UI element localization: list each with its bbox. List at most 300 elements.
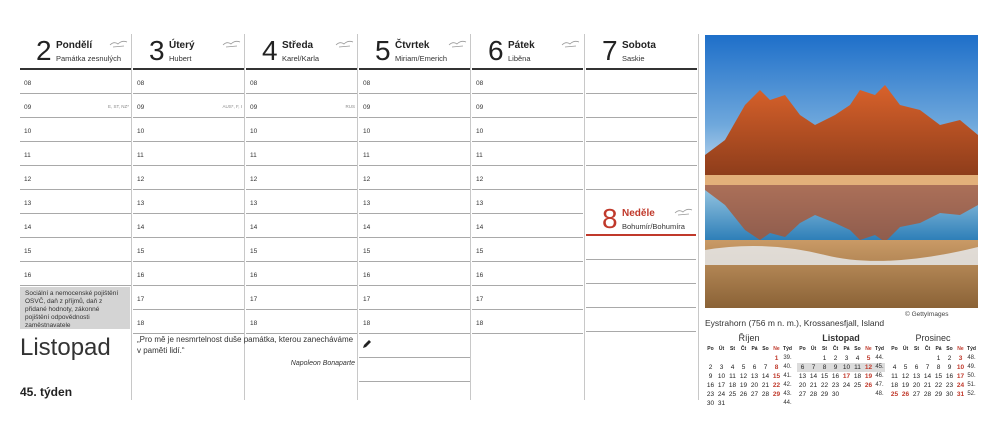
hour-slot[interactable]: 12 xyxy=(20,166,131,190)
column-divider xyxy=(357,34,358,400)
calendar-day: 12 xyxy=(864,364,873,371)
name-day: Karel/Karla xyxy=(282,54,320,63)
calendar-day: 5 xyxy=(866,355,871,362)
week-number: 39. xyxy=(783,355,792,361)
name-day: Bohumír/Bohumíra xyxy=(622,222,685,231)
day-number: 6 xyxy=(488,35,504,66)
day-header xyxy=(359,34,470,70)
hour-slot[interactable]: 16 xyxy=(359,262,470,286)
weekday-header: So xyxy=(946,346,953,352)
calendar-day: 4 xyxy=(730,364,735,371)
calendar-day xyxy=(716,354,727,363)
weekday-header: Út xyxy=(902,346,909,352)
mini-calendar-week-row xyxy=(889,390,977,399)
bird-icon xyxy=(222,39,242,49)
weekday-header: St xyxy=(730,346,735,352)
calendar-day: 16 xyxy=(831,373,840,380)
notes-line[interactable] xyxy=(359,334,470,358)
quote-text: „Pro mě je nesmrtelnost duše památka, kterou zanecháváme v paměti lidí.“ xyxy=(137,335,354,355)
hour-slot[interactable]: 13 xyxy=(246,190,357,214)
calendar-day: 6 xyxy=(752,364,757,371)
calendar-day xyxy=(797,354,808,363)
calendar-day: 31 xyxy=(956,391,965,398)
weekday-header: Týd xyxy=(783,346,792,352)
calendar-day: 14 xyxy=(761,373,770,380)
photo-credit: © GettyImages xyxy=(905,311,949,318)
hour-slot[interactable]: 15 xyxy=(472,238,583,262)
calendar-day xyxy=(771,399,782,408)
hour-slot[interactable]: 12 xyxy=(246,166,357,190)
hour-slot[interactable] xyxy=(586,260,696,284)
calendar-day: 11 xyxy=(891,373,898,380)
hour-slot[interactable]: 15 xyxy=(133,238,244,262)
calendar-day: 13 xyxy=(912,373,921,380)
calendar-day: 28 xyxy=(809,391,818,398)
week-number: 49. xyxy=(967,364,976,370)
calendar-day: 22 xyxy=(820,382,829,389)
hour-slot[interactable]: 16 xyxy=(133,262,244,286)
day-column-saturday xyxy=(586,34,697,190)
calendar-day: 9 xyxy=(833,364,838,371)
mini-calendar-week-row xyxy=(889,372,977,381)
hour-slot[interactable]: 08 xyxy=(20,70,131,94)
hour-slot[interactable]: 08 xyxy=(472,70,583,94)
calendar-day: 27 xyxy=(912,391,921,398)
day-header xyxy=(20,34,131,70)
calendar-day: 25 xyxy=(853,382,862,389)
calendar-day: 11 xyxy=(729,373,736,380)
holiday-note: RUS xyxy=(345,104,355,109)
column-divider xyxy=(131,34,132,400)
hour-slot[interactable]: 10 xyxy=(20,118,131,142)
hour-slot[interactable]: 17 xyxy=(246,286,357,310)
hour-slot[interactable]: 11 xyxy=(359,142,470,166)
mini-calendar-title: Listopad xyxy=(822,333,860,343)
mini-calendar-october xyxy=(705,333,793,408)
calendar-day xyxy=(749,354,760,363)
week-number: 45. xyxy=(875,364,884,370)
calendar-day: 15 xyxy=(934,373,943,380)
hour-slot[interactable]: 17 xyxy=(133,286,244,310)
hour-slot[interactable] xyxy=(586,236,696,260)
calendar-day: 2 xyxy=(833,355,838,362)
calendar-day: 25 xyxy=(728,391,737,398)
mini-calendar-week-row xyxy=(705,354,793,363)
name-day: Hubert xyxy=(169,54,192,63)
weekday-header: Čt xyxy=(924,346,931,352)
hour-slot[interactable] xyxy=(586,70,697,94)
hour-slot[interactable]: 17 xyxy=(359,286,470,310)
mini-calendar-title: Prosinec xyxy=(915,333,951,343)
calendar-day: 22 xyxy=(772,382,781,389)
day-number: 3 xyxy=(149,35,165,66)
calendar-day: 19 xyxy=(739,382,748,389)
weekday-header: Út xyxy=(718,346,725,352)
calendar-day: 18 xyxy=(728,382,737,389)
calendar-day xyxy=(727,399,738,408)
hour-slot[interactable]: 14 xyxy=(246,214,357,238)
day-name: Středa xyxy=(282,40,314,51)
calendar-day xyxy=(738,354,749,363)
hour-slot[interactable]: 09 xyxy=(359,94,470,118)
weekday-header: Pá xyxy=(843,346,850,352)
calendar-day: 27 xyxy=(750,391,759,398)
day-header xyxy=(133,34,244,70)
hour-slot[interactable]: 14 xyxy=(20,214,131,238)
column-divider xyxy=(698,34,699,400)
calendar-day: 1 xyxy=(822,355,827,362)
hour-slot[interactable]: 12 xyxy=(133,166,244,190)
day-column-thursday xyxy=(359,34,470,382)
day-number: 2 xyxy=(36,35,52,66)
week-number: 42. xyxy=(783,382,792,388)
hour-slot[interactable]: 08 xyxy=(246,70,357,94)
calendar-day xyxy=(900,354,911,363)
hour-slot[interactable]: 15 xyxy=(246,238,357,262)
weekday-header: Ne xyxy=(957,346,964,352)
hour-slot[interactable]: 09 AUS*, F, I xyxy=(133,94,244,118)
day-header xyxy=(472,34,583,70)
calendar-day: 10 xyxy=(717,373,726,380)
calendar-day: 7 xyxy=(763,364,768,371)
hour-slot[interactable] xyxy=(586,166,697,190)
hour-slot[interactable]: 13 xyxy=(472,190,583,214)
hour-slot[interactable] xyxy=(586,142,697,166)
holiday-note: E, ST, NZ* xyxy=(107,104,129,109)
calendar-day: 17 xyxy=(956,373,965,380)
calendar-day: 11 xyxy=(854,364,861,371)
calendar-day: 24 xyxy=(842,382,851,389)
hour-slot[interactable]: 11 xyxy=(472,142,583,166)
bird-icon xyxy=(448,39,468,49)
calendar-day: 20 xyxy=(750,382,759,389)
mini-calendar-header-row xyxy=(797,345,885,354)
weekday-header: So xyxy=(854,346,861,352)
week-number: 48. xyxy=(967,355,976,361)
calendar-day: 30 xyxy=(831,391,840,398)
calendar-day: 15 xyxy=(772,373,781,380)
day-name: Úterý xyxy=(169,40,195,51)
calendar-day: 8 xyxy=(822,364,827,371)
day-name: Pondělí xyxy=(56,40,93,51)
calendar-day: 21 xyxy=(923,382,932,389)
day-number: 5 xyxy=(375,35,391,66)
calendar-day xyxy=(760,354,771,363)
calendar-day xyxy=(738,399,749,408)
calendar-day xyxy=(749,399,760,408)
calendar-day: 20 xyxy=(912,382,921,389)
calendar-day: 24 xyxy=(717,391,726,398)
mountain-lake-image xyxy=(705,35,978,308)
calendar-day: 19 xyxy=(901,382,910,389)
weekday-header: Ne xyxy=(865,346,872,352)
calendar-day: 7 xyxy=(811,364,816,371)
mini-calendar-week-row xyxy=(705,363,793,372)
hour-slot[interactable]: 08 xyxy=(359,70,470,94)
hour-slot[interactable]: 18 xyxy=(133,310,244,334)
calendar-day xyxy=(705,354,716,363)
calendar-day: 10 xyxy=(842,364,851,371)
day-number: 4 xyxy=(262,35,278,66)
weekday-header: Týd xyxy=(875,346,884,352)
calendar-day: 23 xyxy=(706,391,715,398)
calendar-day: 19 xyxy=(864,373,873,380)
weekday-header: St xyxy=(914,346,919,352)
calendar-day: 12 xyxy=(901,373,910,380)
week-number: 52. xyxy=(967,391,976,397)
calendar-day: 27 xyxy=(798,391,807,398)
calendar-day xyxy=(922,354,933,363)
day-header xyxy=(586,34,697,70)
calendar-day: 20 xyxy=(798,382,807,389)
weekday-header: St xyxy=(822,346,827,352)
hour-slot[interactable]: 14 xyxy=(472,214,583,238)
calendar-day: 21 xyxy=(809,382,818,389)
mini-calendar-week-row xyxy=(797,381,885,390)
calendar-day: 16 xyxy=(945,373,954,380)
photo-caption: Eystrahorn (756 m n. m.), Krossanesfjall, Island xyxy=(705,318,885,328)
calendar-day: 26 xyxy=(864,382,873,389)
weekday-header: Po xyxy=(799,346,806,352)
tax-note-box: Sociální a nemocenské pojištění OSVČ, daň z příjmů, daň z přidané hodnoty, zákonné pojištění odpovědnosti zaměstnavatele xyxy=(20,287,130,329)
calendar-day xyxy=(760,399,771,408)
calendar-day xyxy=(852,390,863,399)
column-divider xyxy=(470,34,471,400)
calendar-day: 29 xyxy=(820,391,829,398)
weekday-header: So xyxy=(762,346,769,352)
week-number: 43. xyxy=(783,391,792,397)
calendar-day: 21 xyxy=(761,382,770,389)
week-label: 45. týden xyxy=(20,385,73,399)
week-number: 48. xyxy=(875,391,884,397)
hour-slot[interactable]: 09 E, ST, NZ* xyxy=(20,94,131,118)
quote-author: Napoleon Bonaparte xyxy=(290,360,355,367)
mini-calendar-november xyxy=(797,333,885,399)
calendar-day: 17 xyxy=(717,382,726,389)
day-column-wednesday xyxy=(246,34,357,334)
hour-slot[interactable]: 14 xyxy=(359,214,470,238)
hour-slot[interactable]: 13 xyxy=(133,190,244,214)
hour-slot[interactable]: 18 xyxy=(472,310,583,334)
mini-calendar-week-row xyxy=(889,354,977,363)
month-title: Listopad xyxy=(20,334,111,361)
calendar-day: 29 xyxy=(934,391,943,398)
week-number: 44. xyxy=(783,400,792,406)
week-number: 50. xyxy=(967,373,976,379)
weekday-header: Po xyxy=(707,346,714,352)
hour-slot[interactable]: 16 xyxy=(246,262,357,286)
calendar-day: 9 xyxy=(708,373,713,380)
calendar-day: 7 xyxy=(925,364,930,371)
mini-calendar-header-row xyxy=(705,345,793,354)
weekday-header: Čt xyxy=(832,346,839,352)
mini-calendar-week-row xyxy=(889,363,977,372)
hour-slot[interactable]: 15 xyxy=(359,238,470,262)
calendar-day: 14 xyxy=(923,373,932,380)
mini-calendar-header-row xyxy=(889,345,977,354)
name-day: Miriam/Emerich xyxy=(395,54,448,63)
name-day: Památka zesnulých xyxy=(56,54,122,63)
hour-slot[interactable]: 13 xyxy=(20,190,131,214)
mini-calendar-week-row xyxy=(705,399,793,408)
calendar-day: 29 xyxy=(772,391,781,398)
calendar-day: 16 xyxy=(706,382,715,389)
bird-icon xyxy=(335,39,355,49)
calendar-day: 4 xyxy=(855,355,860,362)
weekday-header: Týd xyxy=(967,346,976,352)
weekday-header: Út xyxy=(810,346,817,352)
calendar-day: 6 xyxy=(800,364,805,371)
hour-slot[interactable]: 16 xyxy=(472,262,583,286)
week-number: 51. xyxy=(967,382,976,388)
calendar-day: 23 xyxy=(945,382,954,389)
calendar-day: 24 xyxy=(956,382,965,389)
day-column-tuesday xyxy=(133,34,244,334)
hour-slot[interactable] xyxy=(586,284,696,308)
calendar-day: 28 xyxy=(923,391,932,398)
holiday-note: AUS*, F, I xyxy=(222,104,242,109)
calendar-day: 18 xyxy=(890,382,899,389)
hour-slot[interactable] xyxy=(586,118,697,142)
sunday-header xyxy=(586,202,696,236)
hour-slot[interactable]: 11 xyxy=(246,142,357,166)
week-number: 46. xyxy=(875,373,884,379)
calendar-day: 3 xyxy=(958,355,963,362)
calendar-day: 3 xyxy=(719,364,724,371)
hour-slot[interactable]: 17 xyxy=(472,286,583,310)
calendar-day: 18 xyxy=(853,373,862,380)
calendar-day: 26 xyxy=(739,391,748,398)
calendar-day: 30 xyxy=(706,400,715,407)
day-number: 7 xyxy=(602,35,618,66)
name-day: Saskie xyxy=(622,54,645,63)
day-name: Sobota xyxy=(622,40,656,51)
bird-icon xyxy=(109,39,129,49)
calendar-day: 22 xyxy=(934,382,943,389)
hour-slot[interactable]: 11 xyxy=(133,142,244,166)
weekday-header: Pá xyxy=(935,346,942,352)
landscape-photo xyxy=(705,35,978,308)
calendar-day: 5 xyxy=(903,364,908,371)
calendar-day: 1 xyxy=(774,355,779,362)
week-number: 44. xyxy=(875,355,884,361)
day-column-monday xyxy=(20,34,131,286)
pen-icon xyxy=(362,339,372,349)
hour-slot[interactable]: 08 xyxy=(133,70,244,94)
hour-slot[interactable]: 11 xyxy=(20,142,131,166)
hour-slot[interactable] xyxy=(586,308,696,332)
sunday-slots xyxy=(586,236,696,332)
calendar-day: 17 xyxy=(842,373,851,380)
calendar-day: 4 xyxy=(892,364,897,371)
calendar-day xyxy=(889,354,900,363)
calendar-day: 9 xyxy=(947,364,952,371)
calendar-day: 28 xyxy=(761,391,770,398)
hour-slot[interactable]: 10 xyxy=(472,118,583,142)
day-name: Neděle xyxy=(622,208,655,219)
mini-calendar-week-row xyxy=(889,381,977,390)
mini-calendar-title: Říjen xyxy=(738,333,760,343)
mini-calendar-week-row xyxy=(797,354,885,363)
calendar-day: 31 xyxy=(717,400,726,407)
calendar-day: 5 xyxy=(741,364,746,371)
calendar-day xyxy=(863,390,874,399)
calendar-day: 23 xyxy=(831,382,840,389)
hour-slot[interactable]: 12 xyxy=(472,166,583,190)
bird-icon xyxy=(561,39,581,49)
calendar-day xyxy=(841,390,852,399)
mini-calendar-week-row xyxy=(705,390,793,399)
calendar-day: 15 xyxy=(820,373,829,380)
hour-slot[interactable]: 10 xyxy=(359,118,470,142)
calendar-day: 12 xyxy=(739,373,748,380)
week-number: 41. xyxy=(783,373,792,379)
notes-line[interactable] xyxy=(359,358,470,382)
day-column-friday xyxy=(472,34,583,334)
weekday-header: Ne xyxy=(773,346,780,352)
calendar-day: 10 xyxy=(956,364,965,371)
calendar-day: 2 xyxy=(708,364,713,371)
hour-slot[interactable]: 18 xyxy=(246,310,357,334)
day-number: 8 xyxy=(602,203,618,234)
mini-calendar-week-row xyxy=(797,390,885,399)
day-name: Čtvrtek xyxy=(395,40,430,51)
calendar-day: 26 xyxy=(901,391,910,398)
weekday-header: Po xyxy=(891,346,898,352)
week-number: 47. xyxy=(875,382,884,388)
calendar-day: 1 xyxy=(936,355,941,362)
calendar-day xyxy=(727,354,738,363)
bird-icon xyxy=(674,207,694,217)
calendar-day xyxy=(808,354,819,363)
calendar-day: 14 xyxy=(809,373,818,380)
mini-calendar-week-row xyxy=(797,372,885,381)
hour-slot[interactable]: 13 xyxy=(359,190,470,214)
hour-slot[interactable]: 09 xyxy=(472,94,583,118)
calendar-day: 13 xyxy=(750,373,759,380)
hour-slot[interactable]: 09 RUS xyxy=(246,94,357,118)
mini-calendar-december xyxy=(889,333,977,399)
calendar-day xyxy=(911,354,922,363)
hour-slot[interactable]: 14 xyxy=(133,214,244,238)
hour-slot[interactable]: 15 xyxy=(20,238,131,262)
day-header xyxy=(246,34,357,70)
calendar-day: 25 xyxy=(890,391,899,398)
calendar-day: 8 xyxy=(936,364,941,371)
column-divider xyxy=(584,34,585,400)
hour-slot[interactable]: 16 xyxy=(20,262,131,286)
mini-calendar-week-row xyxy=(705,372,793,381)
calendar-day: 30 xyxy=(945,391,954,398)
weekday-header: Pá xyxy=(751,346,758,352)
mini-calendar-week-row xyxy=(705,381,793,390)
weekday-header: Čt xyxy=(740,346,747,352)
calendar-day: 3 xyxy=(844,355,849,362)
calendar-day: 13 xyxy=(798,373,807,380)
day-name: Pátek xyxy=(508,40,535,51)
mini-calendar-week-row xyxy=(797,363,885,372)
calendar-day: 6 xyxy=(914,364,919,371)
calendar-day: 8 xyxy=(774,364,779,371)
hour-slot[interactable]: 10 xyxy=(246,118,357,142)
hour-slot[interactable] xyxy=(586,94,697,118)
hour-slot[interactable]: 12 xyxy=(359,166,470,190)
hour-slot[interactable]: 10 xyxy=(133,118,244,142)
calendar-day: 2 xyxy=(947,355,952,362)
name-day: Liběna xyxy=(508,54,531,63)
week-number: 40. xyxy=(783,364,792,370)
hour-slot[interactable]: 18 xyxy=(359,310,470,334)
